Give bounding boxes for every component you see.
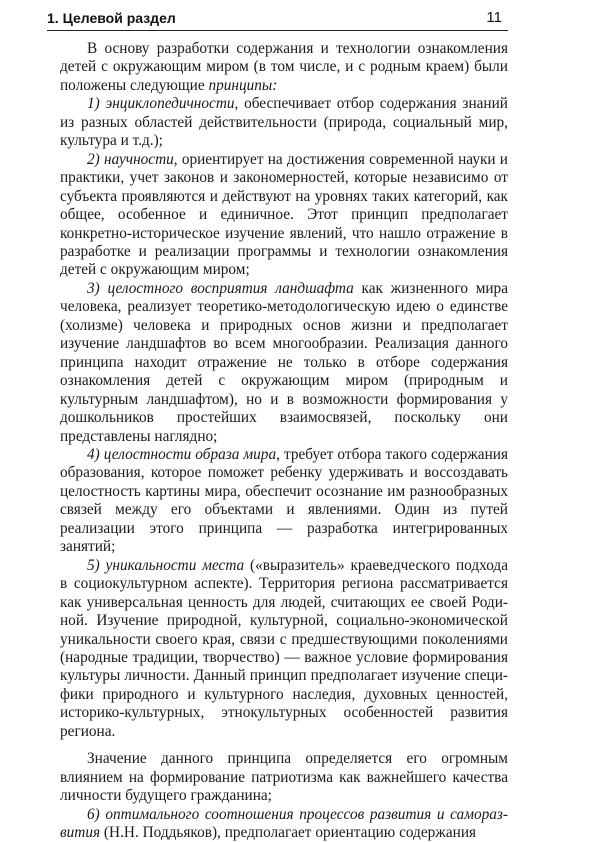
principle-text: (Н.Н. Поддьяков), предполагает ориентацию содержания <box>100 824 477 842</box>
closing-paragraph: Значение данного принципа определяется его огромным влиянием на формирование патриотизма как важнейшего качества личности будущего гражданина; <box>60 750 508 805</box>
principle-text: , ориентирует на достижения современной науки и практики, учет законов и закономерностей, которые независимо от субъекта проявляются и действуют на уровнях таких категорий, как общее, особенное и единичное. Этот принцип предполагает конкретно-историческое изучение явлений, что нашло отражение в разработке и реализации программы и технологии ознакомления детей с окружающим миром; <box>60 150 508 279</box>
page-number: 11 <box>486 9 502 26</box>
principle-term: 6) оптимального соотношения процессов развития и саморазвития <box>60 805 508 842</box>
principle-term: 1) энциклопедичности <box>87 95 235 113</box>
intro-emphasis: принципы: <box>208 76 278 94</box>
principle-paragraph <box>60 280 508 446</box>
principle-paragraph <box>60 557 508 742</box>
principle-text: , требует отбора такого содержания образования, которое поможет ребенку удерживать и воссоздавать целостность картины мира, обеспечит осознание им разнообразных связей между его объектами и явлениями. Один из путей реализации этого принципа — разработка интегрированных занятий; <box>60 445 508 556</box>
section-title: 1. Целевой раздел <box>47 10 176 26</box>
principle-paragraph <box>60 151 508 280</box>
principle-term: 5) уникальности места <box>87 556 245 574</box>
principle-text: как жизненного мира человека, реализует теоретико-методологическую идею о единстве (холизме) человека и природных основ жизни и предполагает изучение ландшафтов во всем многообразии. Реализация данного принципа находит отражение не только в отборе содержания ознакомления детей с окружающим миром (природным и культурным ландшафтом), но и в возможности формирования у дошкольников простейших взаимосвязей, поскольку они представлены наглядно; <box>60 279 508 445</box>
principle-text: , обеспечивает отбор содержания знаний из разных областей действительности (природа, социальный мир, культура и т.д.); <box>60 95 508 150</box>
intro-paragraph <box>60 40 508 95</box>
principle-paragraph <box>60 446 508 557</box>
principle-paragraph <box>60 95 508 150</box>
principle-term: 2) научности <box>87 150 174 168</box>
principle-term: 4) целостности образа мира <box>87 445 277 463</box>
principle-term: 3) целостного восприятия ландшафта <box>87 279 354 297</box>
body-text <box>60 40 508 842</box>
principle-paragraph <box>60 806 508 842</box>
intro-text: В основу разработки содержания и технологии ознакомления детей с окружающим миром (в том числе, и с родным краем) были положены следующие <box>60 40 508 94</box>
principle-text: («выразитель» краеведческого подхода в социокультурном аспекте). Территория региона рассматривается как универсальная ценность для людей, считающих ее своей Родиной. Изучение природной, культурной, социально-экономической уникальности своего края, связи с предшествующими поколениями (народные традиции, творчество) — важное условие формирования культуры личности. Данный принцип предполагает изучение специфики природного и культурного наследия, духовных ценностей, историко-культурных, этнокультурных особенностей развития региона. <box>60 556 508 740</box>
page-header <box>47 6 508 31</box>
